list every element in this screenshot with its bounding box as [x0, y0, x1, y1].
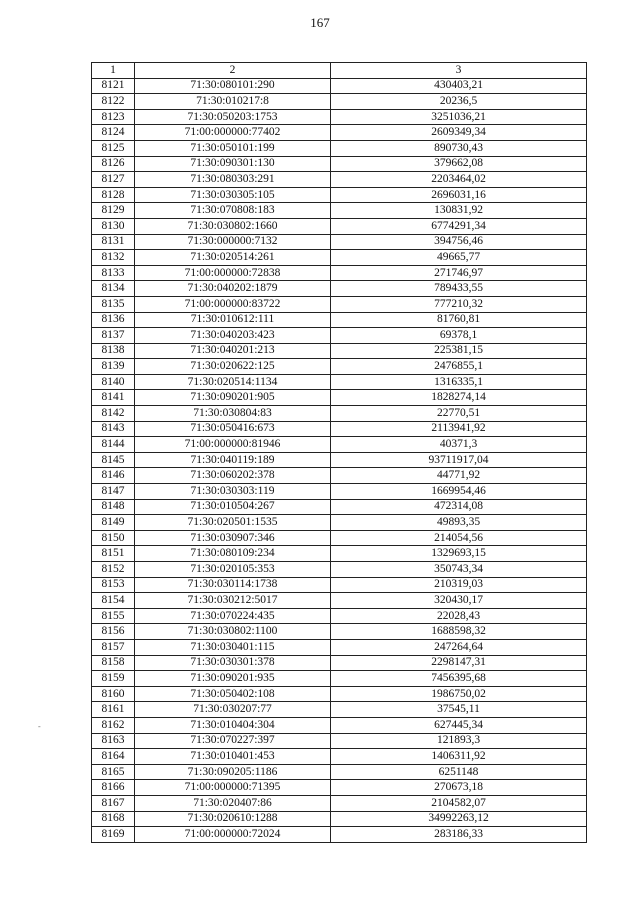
value-cell: 22770,51: [331, 406, 587, 422]
table-row: [92, 421, 587, 437]
cadastral-number-cell: 71:30:030301:378: [135, 655, 331, 671]
value-cell: 130831,92: [331, 203, 587, 219]
row-number-cell: 8156: [92, 624, 135, 640]
cadastral-number-cell: 71:00:000000:83722: [135, 296, 331, 312]
value-cell: 214054,56: [331, 530, 587, 546]
row-number-cell: 8134: [92, 281, 135, 297]
table-row: [92, 218, 587, 234]
cadastral-number-cell: 71:30:070227:397: [135, 733, 331, 749]
table-row: [92, 717, 587, 733]
row-number-cell: 8125: [92, 140, 135, 156]
cadastral-number-cell: 71:00:000000:71395: [135, 780, 331, 796]
cadastral-number-cell: 71:30:030907:346: [135, 530, 331, 546]
table-row: [92, 702, 587, 718]
row-number-cell: 8133: [92, 265, 135, 281]
cadastral-number-cell: 71:30:070808:183: [135, 203, 331, 219]
row-number-cell: 8138: [92, 343, 135, 359]
cadastral-number-cell: 71:30:070224:435: [135, 608, 331, 624]
table-row: [92, 172, 587, 188]
row-number-cell: 8153: [92, 577, 135, 593]
row-number-cell: 8128: [92, 187, 135, 203]
table-row: [92, 94, 587, 110]
row-number-cell: 8129: [92, 203, 135, 219]
cadastral-number-cell: 71:30:000000:7132: [135, 234, 331, 250]
row-number-cell: 8159: [92, 671, 135, 687]
cadastral-number-cell: 71:30:010401:453: [135, 749, 331, 765]
cadastral-number-cell: 71:30:040203:423: [135, 328, 331, 344]
value-cell: 472314,08: [331, 499, 587, 515]
row-number-cell: 8147: [92, 484, 135, 500]
value-cell: 627445,34: [331, 717, 587, 733]
table-row: [92, 281, 587, 297]
row-number-cell: 8161: [92, 702, 135, 718]
cadastral-number-cell: 71:30:020514:1134: [135, 374, 331, 390]
row-number-cell: 8160: [92, 686, 135, 702]
table-row: [92, 328, 587, 344]
row-number-cell: 8165: [92, 764, 135, 780]
cadastral-number-cell: 71:30:060202:378: [135, 468, 331, 484]
value-cell: 320430,17: [331, 593, 587, 609]
row-number-cell: 8158: [92, 655, 135, 671]
value-cell: 1986750,02: [331, 686, 587, 702]
row-number-cell: 8168: [92, 811, 135, 827]
table-row: [92, 187, 587, 203]
value-cell: 1329693,15: [331, 546, 587, 562]
cadastral-number-cell: 71:30:080109:234: [135, 546, 331, 562]
cadastral-number-cell: 71:30:050402:108: [135, 686, 331, 702]
row-number-cell: 8148: [92, 499, 135, 515]
table-row: [92, 109, 587, 125]
margin-mark: -: [38, 722, 41, 731]
table-row: [92, 546, 587, 562]
cadastral-number-cell: 71:30:020501:1535: [135, 515, 331, 531]
table-row: [92, 530, 587, 546]
row-number-cell: 8143: [92, 421, 135, 437]
table-row: [92, 265, 587, 281]
cadastral-number-cell: 71:30:030802:1100: [135, 624, 331, 640]
value-cell: 81760,81: [331, 312, 587, 328]
value-cell: 890730,43: [331, 140, 587, 156]
cadastral-number-cell: 71:30:010612:111: [135, 312, 331, 328]
cadastral-number-cell: 71:30:090201:905: [135, 390, 331, 406]
table-row: [92, 780, 587, 796]
value-cell: 2696031,16: [331, 187, 587, 203]
row-number-cell: 8137: [92, 328, 135, 344]
value-cell: 6774291,34: [331, 218, 587, 234]
cadastral-number-cell: 71:30:040201:213: [135, 343, 331, 359]
value-cell: 34992263,12: [331, 811, 587, 827]
row-number-cell: 8155: [92, 608, 135, 624]
table-row: [92, 733, 587, 749]
cadastral-number-cell: 71:00:000000:72838: [135, 265, 331, 281]
cadastral-number-cell: 71:30:040202:1879: [135, 281, 331, 297]
table-row: [92, 811, 587, 827]
value-cell: 270673,18: [331, 780, 587, 796]
table-row: [92, 125, 587, 141]
row-number-cell: 8140: [92, 374, 135, 390]
row-number-cell: 8124: [92, 125, 135, 141]
table-row: [92, 296, 587, 312]
table-row: [92, 359, 587, 375]
table-row: [92, 452, 587, 468]
table-body: [92, 78, 587, 842]
value-cell: 2298147,31: [331, 655, 587, 671]
cadastral-number-cell: 71:30:050203:1753: [135, 109, 331, 125]
value-cell: 777210,32: [331, 296, 587, 312]
table-row: [92, 468, 587, 484]
value-cell: 1316335,1: [331, 374, 587, 390]
row-number-cell: 8145: [92, 452, 135, 468]
row-number-cell: 8123: [92, 109, 135, 125]
cadastral-number-cell: 71:30:010504:267: [135, 499, 331, 515]
value-cell: 1406311,92: [331, 749, 587, 765]
row-number-cell: 8126: [92, 156, 135, 172]
value-cell: 20236,5: [331, 94, 587, 110]
value-cell: 394756,46: [331, 234, 587, 250]
table-row: [92, 764, 587, 780]
cadastral-number-cell: 71:30:090201:935: [135, 671, 331, 687]
value-cell: 2609349,34: [331, 125, 587, 141]
value-cell: 2203464,02: [331, 172, 587, 188]
value-cell: 430403,21: [331, 78, 587, 94]
row-number-cell: 8164: [92, 749, 135, 765]
table-row: [92, 437, 587, 453]
table-row: [92, 343, 587, 359]
table-row: [92, 78, 587, 94]
cadastral-number-cell: 71:30:030305:105: [135, 187, 331, 203]
table-row: [92, 484, 587, 500]
row-number-cell: 8131: [92, 234, 135, 250]
table-row: [92, 608, 587, 624]
cadastral-number-cell: 71:30:010217:8: [135, 94, 331, 110]
value-cell: 2476855,1: [331, 359, 587, 375]
row-number-cell: 8127: [92, 172, 135, 188]
table-row: [92, 312, 587, 328]
row-number-cell: 8167: [92, 795, 135, 811]
value-cell: 271746,97: [331, 265, 587, 281]
table-row: [92, 406, 587, 422]
value-cell: 7456395,68: [331, 671, 587, 687]
cadastral-number-cell: 71:30:030114:1738: [135, 577, 331, 593]
row-number-cell: 8149: [92, 515, 135, 531]
cadastral-number-cell: 71:30:080101:290: [135, 78, 331, 94]
cadastral-number-cell: 71:30:020407:86: [135, 795, 331, 811]
table-row: [92, 827, 587, 843]
value-cell: 2113941,92: [331, 421, 587, 437]
table-header: [92, 63, 587, 79]
cadastral-number-cell: 71:30:020514:261: [135, 250, 331, 266]
column-header-3: 3: [331, 63, 587, 79]
table-row: [92, 562, 587, 578]
value-cell: 40371,3: [331, 437, 587, 453]
table-row: [92, 140, 587, 156]
table-row: [92, 593, 587, 609]
value-cell: 379662,08: [331, 156, 587, 172]
table-row: [92, 250, 587, 266]
cadastral-number-cell: 71:30:030212:5017: [135, 593, 331, 609]
value-cell: 93711917,04: [331, 452, 587, 468]
cadastral-number-cell: 71:30:040119:189: [135, 452, 331, 468]
row-number-cell: 8166: [92, 780, 135, 796]
value-cell: 69378,1: [331, 328, 587, 344]
cadastral-number-cell: 71:30:050101:199: [135, 140, 331, 156]
row-number-cell: 8146: [92, 468, 135, 484]
table-row: [92, 374, 587, 390]
row-number-cell: 8122: [92, 94, 135, 110]
value-cell: 1669954,46: [331, 484, 587, 500]
table-row: [92, 515, 587, 531]
row-number-cell: 8144: [92, 437, 135, 453]
value-cell: 247264,64: [331, 639, 587, 655]
cadastral-number-cell: 71:30:020105:353: [135, 562, 331, 578]
table-row: [92, 624, 587, 640]
row-number-cell: 8136: [92, 312, 135, 328]
page-number: 167: [310, 15, 330, 30]
value-cell: 225381,15: [331, 343, 587, 359]
table-row: [92, 203, 587, 219]
table-row: [92, 156, 587, 172]
value-cell: 1688598,32: [331, 624, 587, 640]
cadastral-number-cell: 71:30:010404:304: [135, 717, 331, 733]
cadastral-number-cell: 71:30:030401:115: [135, 639, 331, 655]
cadastral-number-cell: 71:00:000000:72024: [135, 827, 331, 843]
table-row: [92, 577, 587, 593]
value-cell: 283186,33: [331, 827, 587, 843]
row-number-cell: 8135: [92, 296, 135, 312]
cadastral-number-cell: 71:30:050416:673: [135, 421, 331, 437]
table-row: [92, 795, 587, 811]
table-row: [92, 499, 587, 515]
cadastral-number-cell: 71:30:030303:119: [135, 484, 331, 500]
row-number-cell: 8130: [92, 218, 135, 234]
value-cell: 1828274,14: [331, 390, 587, 406]
value-cell: 22028,43: [331, 608, 587, 624]
value-cell: 49893,35: [331, 515, 587, 531]
value-cell: 350743,34: [331, 562, 587, 578]
row-number-cell: 8142: [92, 406, 135, 422]
header-row: [92, 63, 587, 79]
row-number-cell: 8132: [92, 250, 135, 266]
cadastral-number-cell: 71:30:080303:291: [135, 172, 331, 188]
value-cell: 789433,55: [331, 281, 587, 297]
value-cell: 49665,77: [331, 250, 587, 266]
row-number-cell: 8157: [92, 639, 135, 655]
cadastral-number-cell: 71:30:030804:83: [135, 406, 331, 422]
value-cell: 37545,11: [331, 702, 587, 718]
value-cell: 3251036,21: [331, 109, 587, 125]
registry-table: [91, 62, 587, 843]
cadastral-number-cell: 71:30:090205:1186: [135, 764, 331, 780]
row-number-cell: 8154: [92, 593, 135, 609]
row-number-cell: 8151: [92, 546, 135, 562]
row-number-cell: 8141: [92, 390, 135, 406]
cadastral-number-cell: 71:00:000000:77402: [135, 125, 331, 141]
row-number-cell: 8121: [92, 78, 135, 94]
value-cell: 121893,3: [331, 733, 587, 749]
value-cell: 210319,03: [331, 577, 587, 593]
row-number-cell: 8139: [92, 359, 135, 375]
cadastral-number-cell: 71:30:020610:1288: [135, 811, 331, 827]
table-row: [92, 390, 587, 406]
table-row: [92, 639, 587, 655]
value-cell: 44771,92: [331, 468, 587, 484]
cadastral-number-cell: 71:30:020622:125: [135, 359, 331, 375]
value-cell: 2104582,07: [331, 795, 587, 811]
table-row: [92, 671, 587, 687]
table-row: [92, 655, 587, 671]
row-number-cell: 8152: [92, 562, 135, 578]
cadastral-number-cell: 71:00:000000:81946: [135, 437, 331, 453]
cadastral-number-cell: 71:30:030207:77: [135, 702, 331, 718]
table-row: [92, 234, 587, 250]
value-cell: 6251148: [331, 764, 587, 780]
table-row: [92, 686, 587, 702]
cadastral-number-cell: 71:30:030802:1660: [135, 218, 331, 234]
row-number-cell: 8162: [92, 717, 135, 733]
row-number-cell: 8169: [92, 827, 135, 843]
column-header-2: 2: [135, 63, 331, 79]
row-number-cell: 8163: [92, 733, 135, 749]
column-header-1: 1: [92, 63, 135, 79]
cadastral-number-cell: 71:30:090301:130: [135, 156, 331, 172]
table-row: [92, 749, 587, 765]
row-number-cell: 8150: [92, 530, 135, 546]
